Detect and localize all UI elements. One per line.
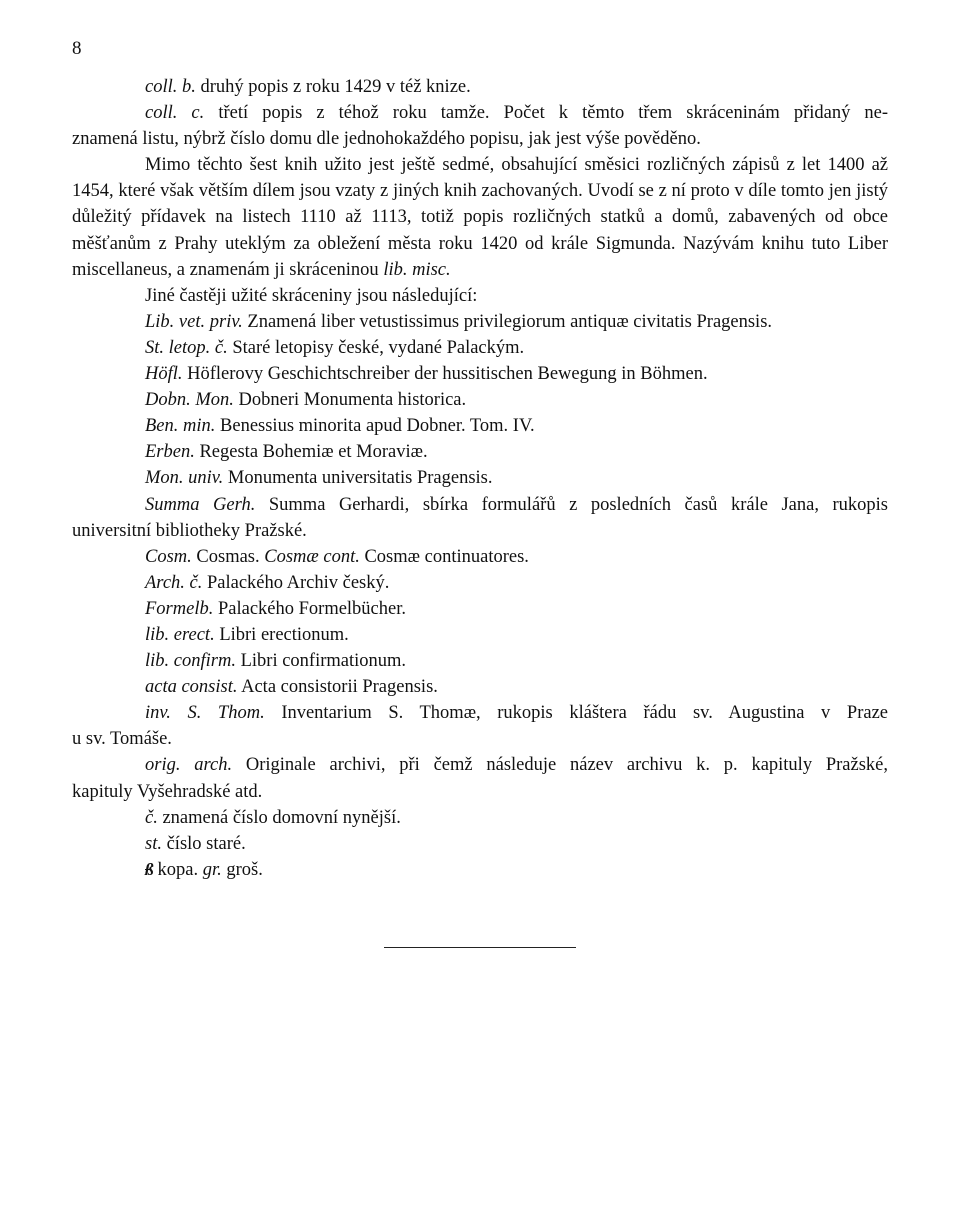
entry-text: znamená číslo domovní nynější. <box>162 807 401 828</box>
abbreviation: acta consist. <box>145 677 238 698</box>
abbr-entry <box>72 674 888 700</box>
abbreviation: coll. b. <box>145 77 196 97</box>
abbreviation: Cosmæ cont. <box>264 546 360 567</box>
entry-text: Originale archivi, při čemž následuje název archivu k. p. kapituly Pražské, <box>245 755 889 776</box>
abbr-entry-summa <box>72 492 888 518</box>
entry-text: Höflerovy Geschichtschreiber der hussitischen Bewegung in Böhmen. <box>187 364 708 385</box>
entry-text: kopa. <box>157 859 199 880</box>
abbreviation: Cosm. <box>145 546 192 567</box>
abbreviation: lib. erect. <box>145 624 215 645</box>
abbreviation: lib. misc. <box>383 259 451 280</box>
abbreviation: orig. arch. <box>145 755 233 776</box>
abbr-entry-inv <box>72 700 888 726</box>
entry-text: číslo staré. <box>166 833 246 854</box>
entry-text: Cosmas. <box>196 546 260 567</box>
abbr-entry-inv-continued: u sv. Tomáše. <box>72 729 172 750</box>
entry-coll-c <box>72 100 888 126</box>
abbreviation: Höfl. <box>145 364 183 385</box>
abbreviation: lib. confirm. <box>145 651 236 672</box>
abbreviation: coll. c. <box>145 103 205 124</box>
abbreviation: Lib. vet. priv. <box>145 311 243 332</box>
abbr-entry <box>72 622 888 648</box>
page-number: 8 <box>72 38 82 59</box>
entry-text: Palackého Formelbücher. <box>217 598 406 619</box>
entry-text: Libri erectionum. <box>219 624 349 645</box>
page-content <box>72 74 888 883</box>
abbr-entry-kopa <box>72 857 888 883</box>
entry-text: Dobneri Monumenta historica. <box>238 390 467 411</box>
abbreviation: Ben. min. <box>145 416 216 437</box>
abbr-entry-orig-continued: kapituly Vyšehradské atd. <box>72 781 263 802</box>
abbr-entry-orig <box>72 752 888 778</box>
abbreviation: st. <box>145 833 162 854</box>
entry-text: třetí popis z téhož roku tamže. Počet k těmto třem skráceninám přidaný ne- <box>218 103 889 124</box>
entry-text: groš. <box>226 859 263 880</box>
entry-text: Staré letopisy české, vydané Palackým. <box>232 337 525 358</box>
abbr-entry <box>72 831 888 857</box>
abbreviation: Mon. univ. <box>145 468 224 489</box>
entry-text: Libri confirmationum. <box>240 651 407 672</box>
abbr-entry <box>72 361 888 387</box>
abbr-entry <box>72 413 888 439</box>
abbreviation: č. <box>145 807 158 828</box>
abbr-entry <box>72 335 888 361</box>
end-rule-divider <box>384 947 576 948</box>
entry-text: Benessius minorita apud Dobner. Tom. IV. <box>220 416 535 437</box>
abbr-entry-cosm <box>72 544 888 570</box>
abbr-entry <box>72 596 888 622</box>
entry-coll-b <box>72 74 888 100</box>
abbreviation: Formelb. <box>145 598 214 619</box>
abbr-entry-summa-continued: universitní bibliotheky Pražské. <box>72 520 307 541</box>
intro-line: Jiné častěji užité skráceniny jsou následující: <box>145 285 478 306</box>
abbr-entry <box>72 465 888 491</box>
abbreviation: inv. S. Thom. <box>145 703 265 724</box>
entry-text: Inventarium S. Thomæ, rukopis kláštera řádu sv. Augustina v Praze <box>281 703 888 724</box>
entry-text: Znamená liber vetustissimus privilegiorum antiquæ civitatis Pragensis. <box>247 311 773 332</box>
abbreviation: St. letop. č. <box>145 337 228 358</box>
entry-text: Monumenta universitatis Pragensis. <box>227 468 493 489</box>
abbr-entry <box>72 309 888 335</box>
abbreviation: gr. <box>202 859 222 880</box>
entry-text: Palackého Archiv český. <box>207 572 390 593</box>
entry-text: Cosmæ continuatores. <box>364 546 529 567</box>
entry-text: druhý popis z roku 1429 v též knize. <box>200 77 471 97</box>
abbreviation: Erben. <box>145 442 195 463</box>
abbreviation: Summa Gerh. <box>145 494 256 515</box>
abbreviation: Arch. č. <box>145 572 203 593</box>
abbr-entry <box>72 648 888 674</box>
entry-text: Summa Gerhardi, sbírka formulářů z posledních časů krále Jana, rukopis <box>268 494 888 515</box>
abbr-entry <box>72 387 888 413</box>
entry-text: Regesta Bohemiæ et Moraviæ. <box>199 442 428 463</box>
kopa-symbol-icon: ß <box>145 859 152 879</box>
entry-coll-c-continued: znamená listu, nýbrž číslo domu dle jednohokaždého popisu, jak jest výše pověděno. <box>72 129 701 150</box>
abbr-entry <box>72 570 888 596</box>
paragraph-text: Mimo těchto šest knih užito jest ještě sedmé, obsahující směsici rozličných zápisů z let 1400 až 1454, které však větším dílem jsou vzaty z jiných knih zachovaných. Uvodí se z ní proto v díle tomto jen jistý důležitý přídavek na listech 1110 až 1113, totiž popis rozličných statků a domů, zabavených od obce měšťanům z Prahy uteklým za obležení města roku 1420 od krále Sigmunda. Nazývám knihu tuto Liber miscellaneus, a znamenám ji skráceninou <box>72 155 888 280</box>
entry-text: Acta consistorii Pragensis. <box>241 677 438 698</box>
abbr-entry <box>72 439 888 465</box>
abbreviation: Dobn. Mon. <box>145 390 234 411</box>
paragraph-liber-miscellaneus <box>72 152 888 282</box>
abbr-entry <box>72 805 888 831</box>
